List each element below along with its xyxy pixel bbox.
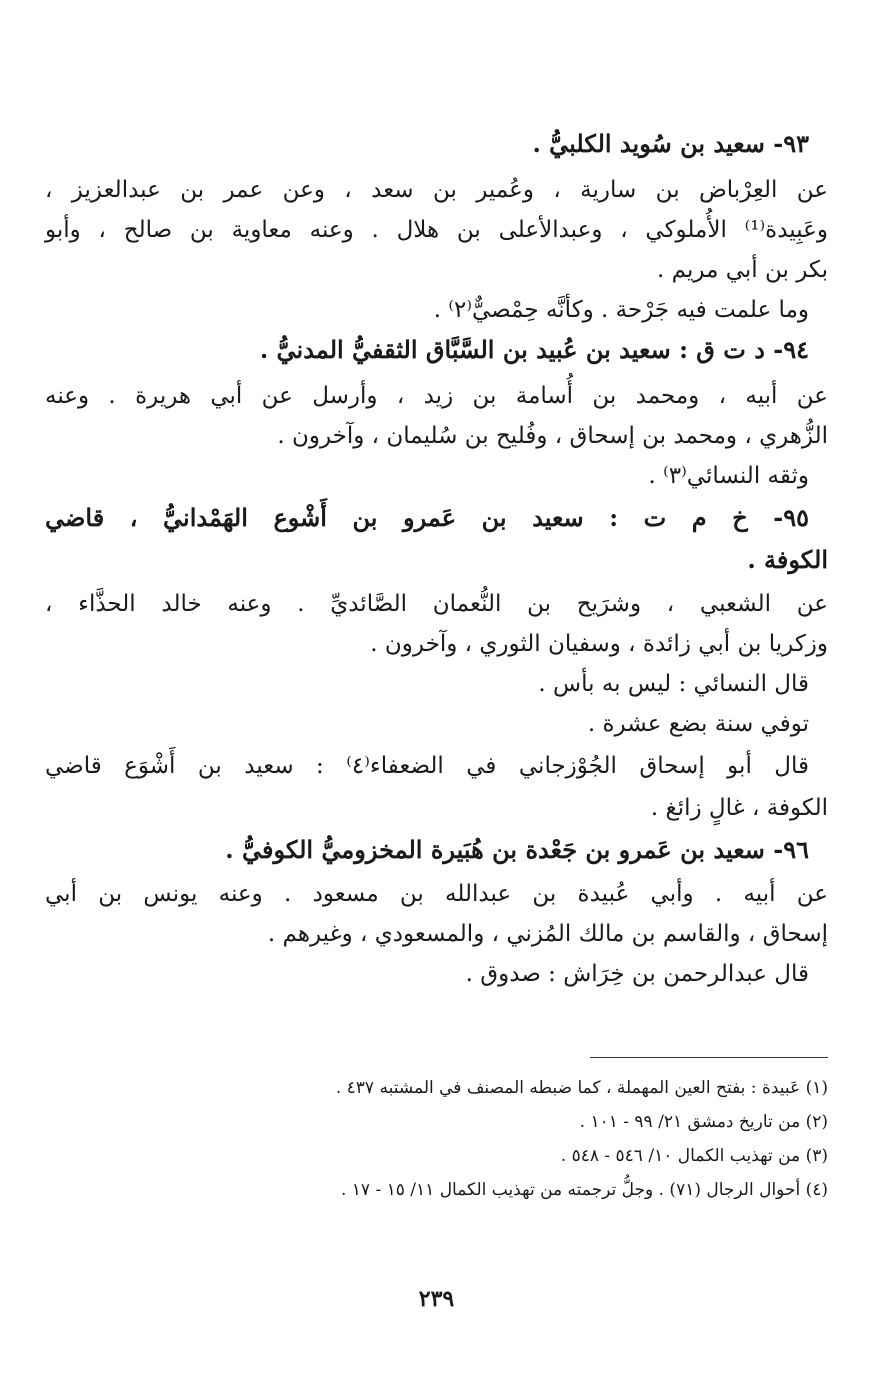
entry-line: الكوفة ، غالٍ زائغ . — [650, 795, 828, 821]
footnote-2: (٢) من تاريخ دمشق ٢١/ ٩٩ - ١٠١ . — [579, 1112, 828, 1132]
entry-line: توفي سنة بضع عشرة . — [587, 711, 809, 737]
entry-heading-95: ٩٥- خ م ت : سعيد بن عَمرو بن أَشْوع الهَمْدانيُّ ، قاضي — [45, 503, 809, 532]
entry-line: الزُّهري ، ومحمد بن إسحاق ، وفُليح بن سُليمان ، وآخرون . — [277, 423, 828, 449]
entry-line: عن أبيه . وأبي عُبيدة بن عبدالله بن مسعود . وعنه يونس بن أبي — [45, 881, 828, 907]
footnote-4: (٤) أحوال الرجال (٧١) . وجلُّ ترجمته من تهذيب الكمال ١١/ ١٥ - ١٧ . — [340, 1180, 828, 1200]
entry-line: قال أبو إسحاق الجُوْزجاني في الضعفاء⁽٤⁾ : سعيد بن أَشْوَع قاضي — [45, 753, 809, 779]
entry-line: قال عبدالرحمن بن خِرَاش : صدوق . — [465, 961, 809, 987]
entry-line: عن أبيه ، ومحمد بن أُسامة بن زيد ، وأرسل عن أبي هريرة . وعنه — [45, 383, 828, 409]
footnote-3: (٣) من تهذيب الكمال ١٠/ ٥٤٦ - ٥٤٨ . — [560, 1146, 828, 1166]
entry-line: وعَبِيدة⁽¹⁾ الأُملوكي ، وعبدالأعلى بن هلال . وعنه معاوية بن صالح ، وأبو — [45, 217, 828, 243]
entry-heading-96: ٩٦- سعيد بن عَمرو بن جَعْدة بن هُبَيرة المخزوميُّ الكوفيُّ . — [225, 835, 809, 864]
footnote-1: (١) عَبيدة : بفتح العين المهملة ، كما ضبطه المصنف في المشتبه ٤٣٧ . — [335, 1078, 828, 1098]
entry-heading-95-cont: الكوفة . — [747, 545, 828, 574]
entry-line: وزكريا بن أبي زائدة ، وسفيان الثوري ، وآخرون . — [370, 631, 828, 657]
footnote-separator — [590, 1057, 828, 1058]
entry-heading-93: ٩٣- سعيد بن سُويد الكلبيُّ . — [532, 129, 809, 158]
entry-heading-94: ٩٤- د ت ق : سعيد بن عُبيد بن السَّبَّاق الثقفيُّ المدنيُّ . — [259, 335, 809, 364]
entry-line: بكر بن أبي مريم . — [657, 257, 828, 283]
entry-line: وثقه النسائي⁽٣⁾ . — [648, 463, 809, 489]
page-number: ٢٣٩ — [418, 1286, 455, 1312]
entry-line: وما علمت فيه جَرْحة . وكأنَّه حِمْصيٌّ⁽٢⁾ . — [433, 297, 809, 323]
entry-line: قال النسائي : ليس به بأس . — [538, 671, 809, 697]
entry-line: عن العِرْباض بن سارية ، وعُمير بن سعد ، وعن عمر بن عبدالعزيز ، — [45, 177, 828, 203]
entry-line: عن الشعبي ، وشرَيح بن النُّعمان الصَّائديِّ . وعنه خالد الحذَّاء ، — [45, 591, 828, 617]
entry-line: إسحاق ، والقاسم بن مالك المُزني ، والمسعودي ، وغيرهم . — [267, 921, 828, 947]
